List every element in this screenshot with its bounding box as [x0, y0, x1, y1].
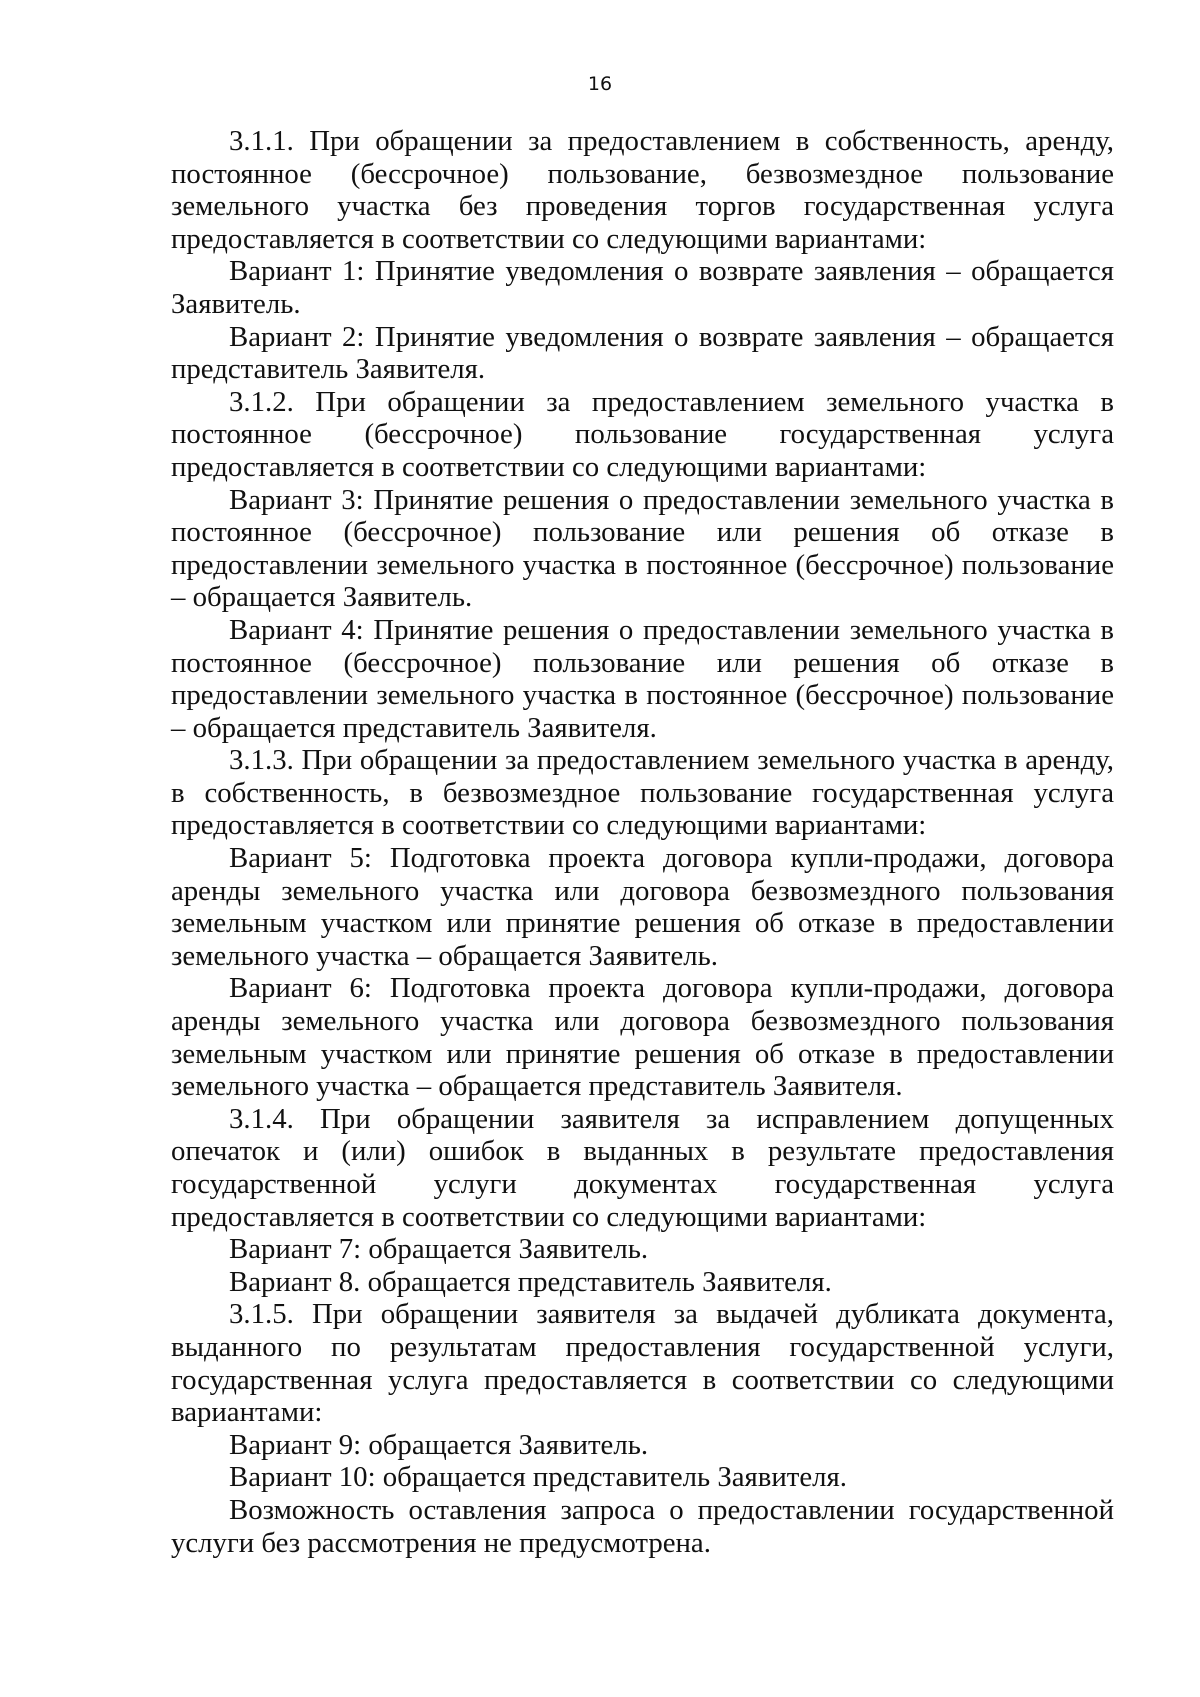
- paragraph-variant-5: Вариант 5: Подготовка проекта договора купли-продажи, договора аренды земельного участка или договора безвозмездного пользования земельным участком или принятие решения об отказе в предоставлении земельного участка – обращается Заявитель.: [171, 842, 1114, 972]
- paragraph-variant-1: Вариант 1: Принятие уведомления о возврате заявления – обращается Заявитель.: [171, 255, 1114, 320]
- paragraph-variant-9: Вариант 9: обращается Заявитель.: [229, 1428, 649, 1461]
- paragraph-variant-10: Вариант 10: обращается представитель Заявителя.: [229, 1461, 847, 1494]
- paragraph-variant-2: Вариант 2: Принятие уведомления о возврате заявления – обращается представитель Заявителя.: [171, 320, 1114, 386]
- paragraph-variant-6: Вариант 6: Подготовка проекта договора купли-продажи, договора аренды земельного участка или договора безвозмездного пользования земельным участком или принятие решения об отказе в предоставлении земельного участка – обращается представитель Заявителя.: [171, 972, 1114, 1103]
- paragraph-variant-8: Вариант 8. обращается представитель Заявителя.: [229, 1265, 832, 1298]
- page-number: 16: [587, 73, 613, 95]
- paragraph-closing-statement: Возможность оставления запроса о предоставлении государственной услуги без рассмотрения не предусмотрена.: [171, 1493, 1114, 1559]
- paragraph-3-1-5: 3.1.5. При обращении заявителя за выдачей дубликата документа, выданного по результатам предоставления государственной услуги, государственная услуга предоставляется в соответствии со следующими вариантами:: [171, 1298, 1114, 1429]
- document-body: [171, 125, 1114, 1559]
- paragraph-3-1-1: 3.1.1. При обращении за предоставлением в собственность, аренду, постоянное (бессрочное) пользование, безвозмездное пользование земельного участка без проведения торгов государственная услуга предоставляется в соответствии со следующими вариантами:: [171, 125, 1114, 255]
- paragraph-3-1-2: 3.1.2. При обращении за предоставлением земельного участка в постоянное (бессрочное) пользование государственная услуга предоставляется в соответствии со следующими вариантами:: [171, 385, 1114, 483]
- paragraph-variant-4: Вариант 4: Принятие решения о предоставлении земельного участка в постоянное (бессрочное) пользование или решения об отказе в предоставлении земельного участка в постоянное (бессрочное) пользование – обращается представитель Заявителя.: [171, 613, 1114, 744]
- paragraph-3-1-3: 3.1.3. При обращении за предоставлением земельного участка в аренду, в собственность, в безвозмездное пользование государственная услуга предоставляется в соответствии со следующими вариантами:: [171, 744, 1114, 842]
- paragraph-variant-3: Вариант 3: Принятие решения о предоставлении земельного участка в постоянное (бессрочное) пользование или решения об отказе в предоставлении земельного участка в постоянное (бессрочное) пользование – обращается Заявитель.: [171, 483, 1114, 614]
- paragraph-variant-7: Вариант 7: обращается Заявитель.: [229, 1233, 649, 1266]
- paragraph-3-1-4: 3.1.4. При обращении заявителя за исправлением допущенных опечаток и (или) ошибок в выданных в результате предоставления государственной услуги документах государственная услуга предоставляется в соответствии со следующими вариантами:: [171, 1102, 1114, 1233]
